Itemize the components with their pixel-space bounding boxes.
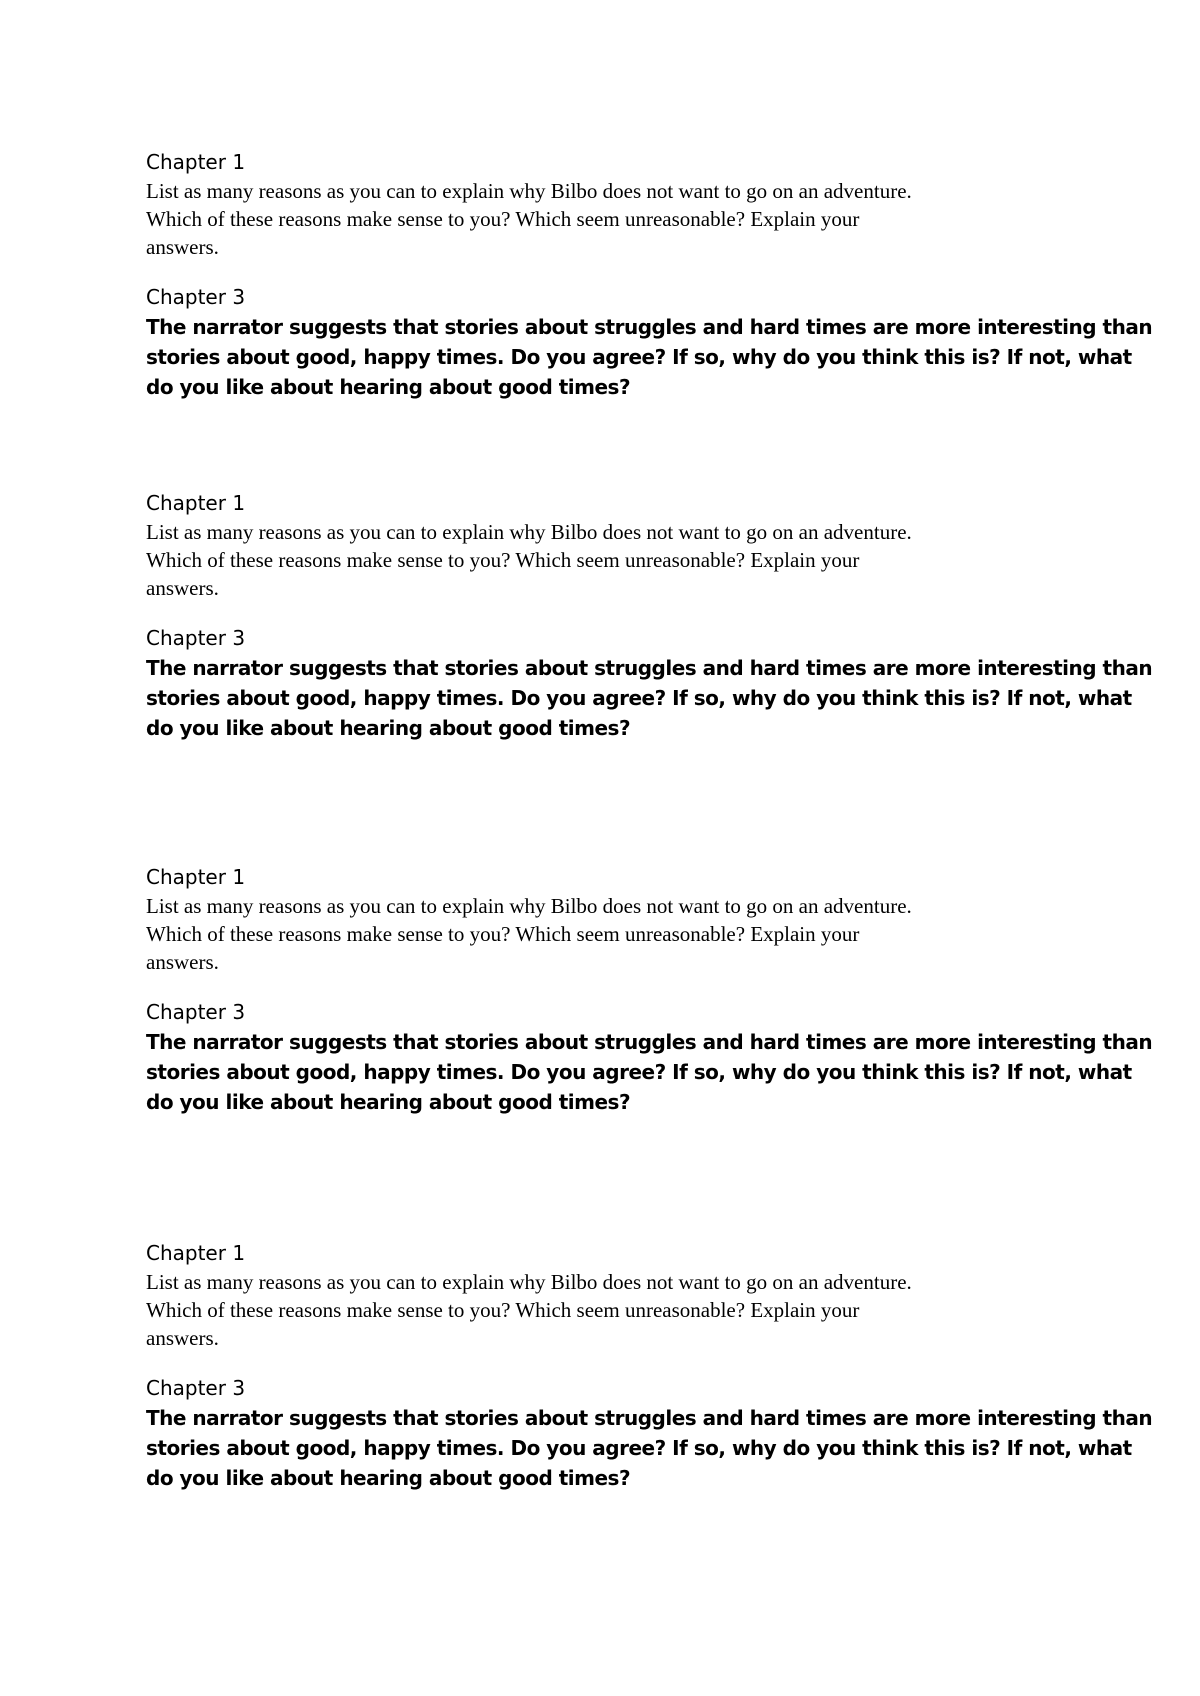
question-line: Which of these reasons make sense to you? Which seem unreasonable? Explain your [146, 207, 860, 231]
question-line: List as many reasons as you can to explain why Bilbo does not want to go on an adventure. [146, 894, 912, 918]
chapter-1-question [146, 1268, 1076, 1352]
chapter-3-heading: Chapter 3 [146, 626, 246, 650]
chapter-3-heading: Chapter 3 [146, 1000, 246, 1024]
chapter-3-question [146, 1403, 1153, 1493]
question-line: The narrator suggests that stories about struggles and hard times are more interesting than [146, 656, 1153, 680]
question-line: answers. [146, 235, 219, 259]
chapter-3-heading: Chapter 3 [146, 285, 246, 309]
question-line: The narrator suggests that stories about struggles and hard times are more interesting than [146, 315, 1153, 339]
question-line: do you like about hearing about good times? [146, 1090, 631, 1114]
question-line: Which of these reasons make sense to you? Which seem unreasonable? Explain your [146, 548, 860, 572]
question-line: stories about good, happy times. Do you agree? If so, why do you think this is? If not, what [146, 1060, 1132, 1084]
question-line: answers. [146, 576, 219, 600]
question-line: stories about good, happy times. Do you agree? If so, why do you think this is? If not, what [146, 1436, 1132, 1460]
chapter-3-question [146, 653, 1153, 743]
chapter-1-heading: Chapter 1 [146, 491, 246, 515]
question-line: Which of these reasons make sense to you? Which seem unreasonable? Explain your [146, 1298, 860, 1322]
question-line: stories about good, happy times. Do you agree? If so, why do you think this is? If not, what [146, 686, 1132, 710]
question-block [146, 148, 1153, 402]
question-line: stories about good, happy times. Do you agree? If so, why do you think this is? If not, what [146, 345, 1132, 369]
chapter-1-question [146, 892, 1076, 976]
chapter-3-question [146, 1027, 1153, 1117]
chapter-3-heading: Chapter 3 [146, 1376, 246, 1400]
question-line: answers. [146, 950, 219, 974]
question-line: The narrator suggests that stories about struggles and hard times are more interesting than [146, 1030, 1153, 1054]
chapter-1-heading: Chapter 1 [146, 150, 246, 174]
chapter-1-heading: Chapter 1 [146, 865, 246, 889]
question-line: Which of these reasons make sense to you? Which seem unreasonable? Explain your [146, 922, 860, 946]
question-block [146, 1239, 1153, 1493]
chapter-1-heading: Chapter 1 [146, 1241, 246, 1265]
question-line: List as many reasons as you can to explain why Bilbo does not want to go on an adventure. [146, 1270, 912, 1294]
chapter-1-question [146, 177, 1076, 261]
question-block [146, 489, 1153, 743]
question-line: The narrator suggests that stories about struggles and hard times are more interesting than [146, 1406, 1153, 1430]
question-line: do you like about hearing about good times? [146, 1466, 631, 1490]
question-line: List as many reasons as you can to explain why Bilbo does not want to go on an adventure. [146, 179, 912, 203]
question-line: List as many reasons as you can to explain why Bilbo does not want to go on an adventure. [146, 520, 912, 544]
question-line: do you like about hearing about good times? [146, 716, 631, 740]
chapter-1-question [146, 518, 1076, 602]
question-block [146, 863, 1153, 1117]
question-line: answers. [146, 1326, 219, 1350]
chapter-3-question [146, 312, 1153, 402]
question-line: do you like about hearing about good times? [146, 375, 631, 399]
